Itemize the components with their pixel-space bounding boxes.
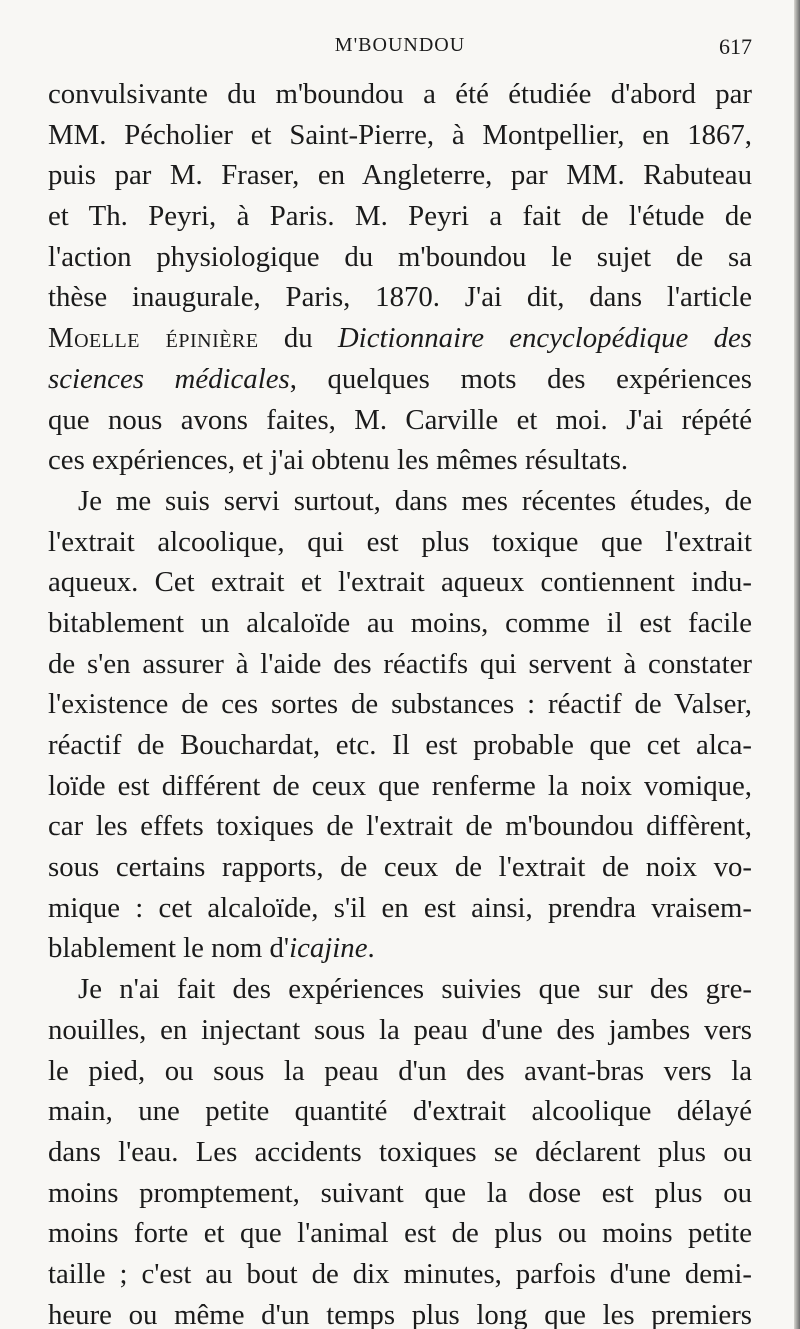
text-line: MM. Pécholier et Saint-Pierre, à Montpellier, en 1867, bbox=[48, 118, 752, 151]
text-line: main, une petite quantité d'extrait alcoolique délayé bbox=[48, 1095, 752, 1128]
alkaloid-name: icajine bbox=[289, 932, 368, 965]
text-line bbox=[48, 359, 752, 400]
body-text bbox=[48, 74, 752, 1329]
text-run: . bbox=[367, 932, 375, 965]
text-line: heure ou même d'un temps plus long que les premiers bbox=[48, 1298, 752, 1329]
text-line: convulsivante du m'boundou a été étudiée d'abord par bbox=[48, 78, 752, 110]
paragraph bbox=[48, 74, 752, 481]
text-line: Je me suis servi surtout, dans mes récentes études, de bbox=[78, 484, 752, 517]
text-line: bitablement un alcaloïde au moins, comme il est facile bbox=[48, 606, 752, 639]
text-line: moins promptement, suivant que la dose est plus ou bbox=[48, 1176, 752, 1209]
text-run: du bbox=[258, 322, 338, 355]
text-line: l'extrait alcoolique, qui est plus toxique que l'extrait bbox=[48, 525, 752, 558]
text-line: mique : cet alcaloïde, s'il en est ainsi, prendra vraisem- bbox=[48, 891, 752, 924]
text-line: loïde est différent de ceux que renferme la noix vomique, bbox=[48, 769, 752, 802]
text-line: thèse inaugurale, Paris, 1870. J'ai dit, dans l'article bbox=[48, 281, 752, 314]
text-line: de s'en assurer à l'aide des réactifs qui servent à constater bbox=[48, 647, 752, 680]
text-line: l'existence de ces sortes de substances : réactif de Valser, bbox=[48, 688, 752, 721]
text-line: ces expériences, et j'ai obtenu les mêmes résultats. bbox=[48, 444, 629, 477]
text-run: blablement le nom d' bbox=[48, 932, 290, 965]
text-line: le pied, ou sous la peau d'un des avant-bras vers la bbox=[48, 1054, 752, 1087]
paragraph bbox=[48, 481, 752, 969]
text-line: aqueux. Cet extrait et l'extrait aqueux contiennent indu- bbox=[48, 566, 752, 599]
text-line: dans l'eau. Les accidents toxiques se déclarent plus ou bbox=[48, 1135, 752, 1168]
text-line: et Th. Peyri, à Paris. M. Peyri a fait de l'étude de bbox=[48, 200, 752, 233]
text-line: Je n'ai fait des expériences suivies que sur des gre- bbox=[78, 973, 752, 1006]
page-edge-shadow bbox=[794, 0, 800, 1329]
book-title: sciences médicales bbox=[48, 362, 290, 395]
book-title: Dictionnaire encyclopédique des bbox=[337, 322, 752, 355]
text-line: nouilles, en injectant sous la peau d'une des jambes vers bbox=[48, 1013, 752, 1046]
text-line: taille ; c'est au bout de dix minutes, parfois d'une demi- bbox=[48, 1257, 752, 1290]
running-head: M'BOUNDOU bbox=[334, 34, 466, 56]
text-line bbox=[48, 318, 752, 359]
text-line: car les effets toxiques de l'extrait de m'boundou diffèrent, bbox=[48, 810, 752, 843]
text-line bbox=[48, 928, 752, 969]
page-number: 617 bbox=[719, 34, 752, 59]
text-line: puis par M. Fraser, en Angleterre, par MM. Rabuteau bbox=[48, 159, 752, 192]
text-line: l'action physiologique du m'boundou le sujet de sa bbox=[48, 240, 752, 273]
text-line: que nous avons faites, M. Carville et moi. J'ai répété bbox=[48, 403, 752, 436]
text-line: réactif de Bouchardat, etc. Il est probable que cet alca- bbox=[48, 729, 752, 761]
text-line: moins forte et que l'animal est de plus ou moins petite bbox=[48, 1217, 752, 1250]
page-header bbox=[48, 34, 752, 64]
article-reference: Moelle épinière bbox=[48, 322, 259, 355]
paragraph bbox=[48, 969, 752, 1329]
text-line: sous certains rapports, de ceux de l'extrait de noix vo- bbox=[48, 851, 752, 884]
text-run: , quelques mots des expériences bbox=[289, 362, 752, 395]
